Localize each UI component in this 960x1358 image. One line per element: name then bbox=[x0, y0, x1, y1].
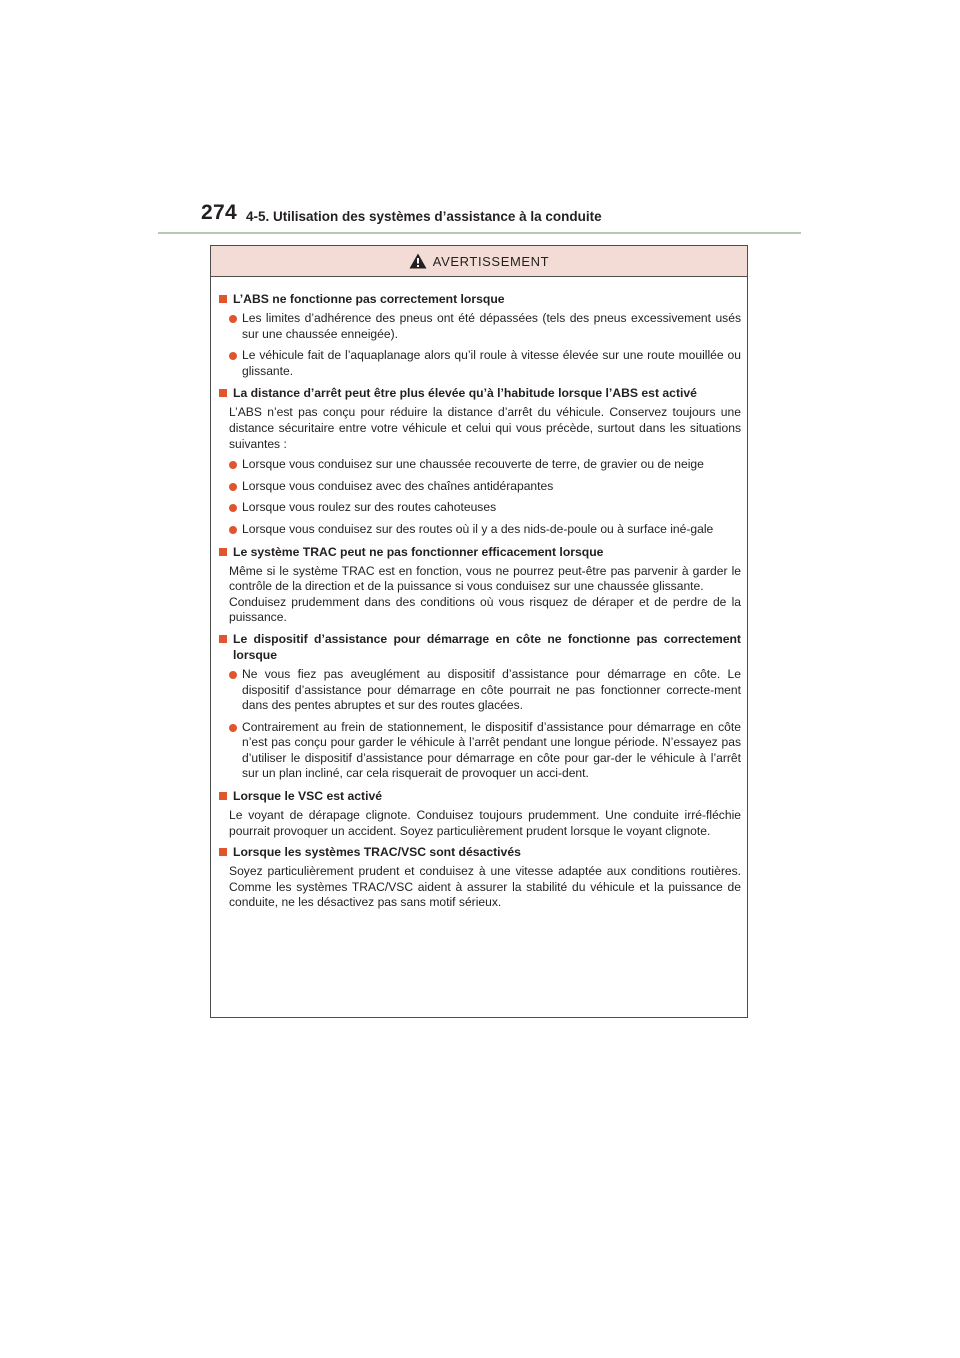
square-bullet-icon bbox=[219, 548, 227, 556]
list-item bbox=[219, 667, 741, 714]
round-bullet-icon bbox=[229, 504, 237, 512]
round-bullet-icon bbox=[229, 483, 237, 491]
round-bullet-icon bbox=[229, 526, 237, 534]
list-item-text: Lorsque vous conduisez avec des chaînes antidérapantes bbox=[242, 478, 554, 493]
section-heading bbox=[219, 631, 741, 663]
warning-section-vsc-active bbox=[219, 788, 741, 839]
list-item bbox=[219, 457, 741, 473]
square-bullet-icon bbox=[219, 389, 227, 397]
page-number: 274 bbox=[201, 201, 237, 224]
section-heading bbox=[219, 291, 741, 307]
list-item-text: Le véhicule fait de l’aquaplanage alors qu’il roule à vitesse élevée sur une route mouillée ou glissante. bbox=[242, 348, 741, 378]
list-item bbox=[219, 720, 741, 782]
warning-body bbox=[211, 277, 747, 911]
section-title: 4-5. Utilisation des systèmes d’assistance à la conduite bbox=[246, 209, 602, 224]
round-bullet-icon bbox=[229, 352, 237, 360]
list-item-text: Lorsque vous conduisez sur des routes où il y a des nids-de-poule ou à surface iné-gale bbox=[242, 521, 714, 536]
list-item bbox=[219, 500, 741, 516]
header-divider bbox=[158, 232, 801, 234]
section-heading-text: Lorsque les systèmes TRAC/VSC sont désactivés bbox=[233, 845, 521, 860]
section-paragraph: L’ABS n’est pas conçu pour réduire la distance d’arrêt du véhicule. Conservez toujours une distance sécuritaire entre votre véhicule et celui qui vous précède, surtout dans les situations suivantes : bbox=[229, 405, 741, 451]
section-heading bbox=[219, 844, 741, 860]
warning-section-trac bbox=[219, 544, 741, 626]
section-heading bbox=[219, 788, 741, 804]
list-item-text: Ne vous fiez pas aveuglément au dispositif d’assistance pour démarrage en côte. Le dispositif d’assistance pour démarrage en côte pourrait ne pas fonctionner correcte-ment dans des pentes abruptes et sur des routes glacées. bbox=[242, 666, 741, 713]
section-paragraph: Conduisez prudemment dans des conditions où vous risquez de déraper et de perdre de la puissance. bbox=[229, 594, 741, 625]
warning-section-hill-start bbox=[219, 631, 741, 782]
warning-header bbox=[211, 246, 747, 277]
square-bullet-icon bbox=[219, 635, 227, 643]
section-heading bbox=[219, 544, 741, 560]
list-item bbox=[219, 479, 741, 495]
square-bullet-icon bbox=[219, 295, 227, 303]
round-bullet-icon bbox=[229, 461, 237, 469]
warning-section-stopping-distance bbox=[219, 385, 741, 537]
section-heading-text: Le dispositif d’assistance pour démarrage en côte ne fonctionne pas correctement lorsque bbox=[233, 631, 741, 662]
section-heading bbox=[219, 385, 741, 401]
section-heading-text: Lorsque le VSC est activé bbox=[233, 789, 383, 804]
page-header bbox=[158, 200, 801, 236]
section-paragraph: Même si le système TRAC est en fonction, vous ne pourrez peut-être pas parvenir à garder le contrôle de la direction et de la puissance si vous conduisez sur une chaussée glissante. bbox=[229, 563, 741, 594]
list-item bbox=[219, 522, 741, 538]
list-item bbox=[219, 311, 741, 342]
list-item bbox=[219, 348, 741, 379]
list-item-text: Contrairement au frein de stationnement, le dispositif d’assistance pour démarrage en côte n’est pas conçu pour garder le véhicule à l’arrêt pendant une longue période. N’essayez pas d’utiliser le dispositif d’assistance pour démarrage en côte pour gar-der le véhicule à l’arrêt sur un plan incliné, car cela risquerait de provoquer un acci-dent. bbox=[242, 719, 741, 781]
round-bullet-icon bbox=[229, 724, 237, 732]
section-paragraph: Le voyant de dérapage clignote. Conduisez toujours prudemment. Une conduite irré-fléchie pourrait provoquer un accident. Soyez particulièrement prudent lorsque le voyant clignote. bbox=[229, 808, 741, 838]
warning-section-trac-vsc-off bbox=[219, 844, 741, 911]
warning-box bbox=[210, 245, 748, 1018]
round-bullet-icon bbox=[229, 671, 237, 679]
square-bullet-icon bbox=[219, 792, 227, 800]
section-heading-text: L’ABS ne fonctionne pas correctement lorsque bbox=[233, 292, 505, 306]
list-item-text: Lorsque vous conduisez sur une chaussée recouverte de terre, de gravier ou de neige bbox=[242, 457, 704, 472]
list-item-text: Les limites d’adhérence des pneus ont été dépassées (tels des pneus excessivement usés sur une chaussée enneigée). bbox=[242, 311, 741, 341]
warning-section-abs bbox=[219, 291, 741, 379]
round-bullet-icon bbox=[229, 315, 237, 323]
warning-triangle-icon bbox=[409, 253, 427, 269]
list-item-text: Lorsque vous roulez sur des routes cahoteuses bbox=[242, 500, 497, 515]
section-heading-text: Le système TRAC peut ne pas fonctionner efficacement lorsque bbox=[233, 544, 604, 559]
warning-title: AVERTISSEMENT bbox=[432, 253, 550, 269]
section-heading-text: La distance d’arrêt peut être plus élevée qu’à l’habitude lorsque l’ABS est activé bbox=[233, 386, 697, 401]
section-paragraph: Soyez particulièrement prudent et conduisez à une vitesse adaptée aux conditions routières. Comme les systèmes TRAC/VSC aident à assurer la stabilité du véhicule et la puissance de conduite, ne les désactivez pas sans motif sérieux. bbox=[229, 864, 741, 910]
square-bullet-icon bbox=[219, 848, 227, 856]
